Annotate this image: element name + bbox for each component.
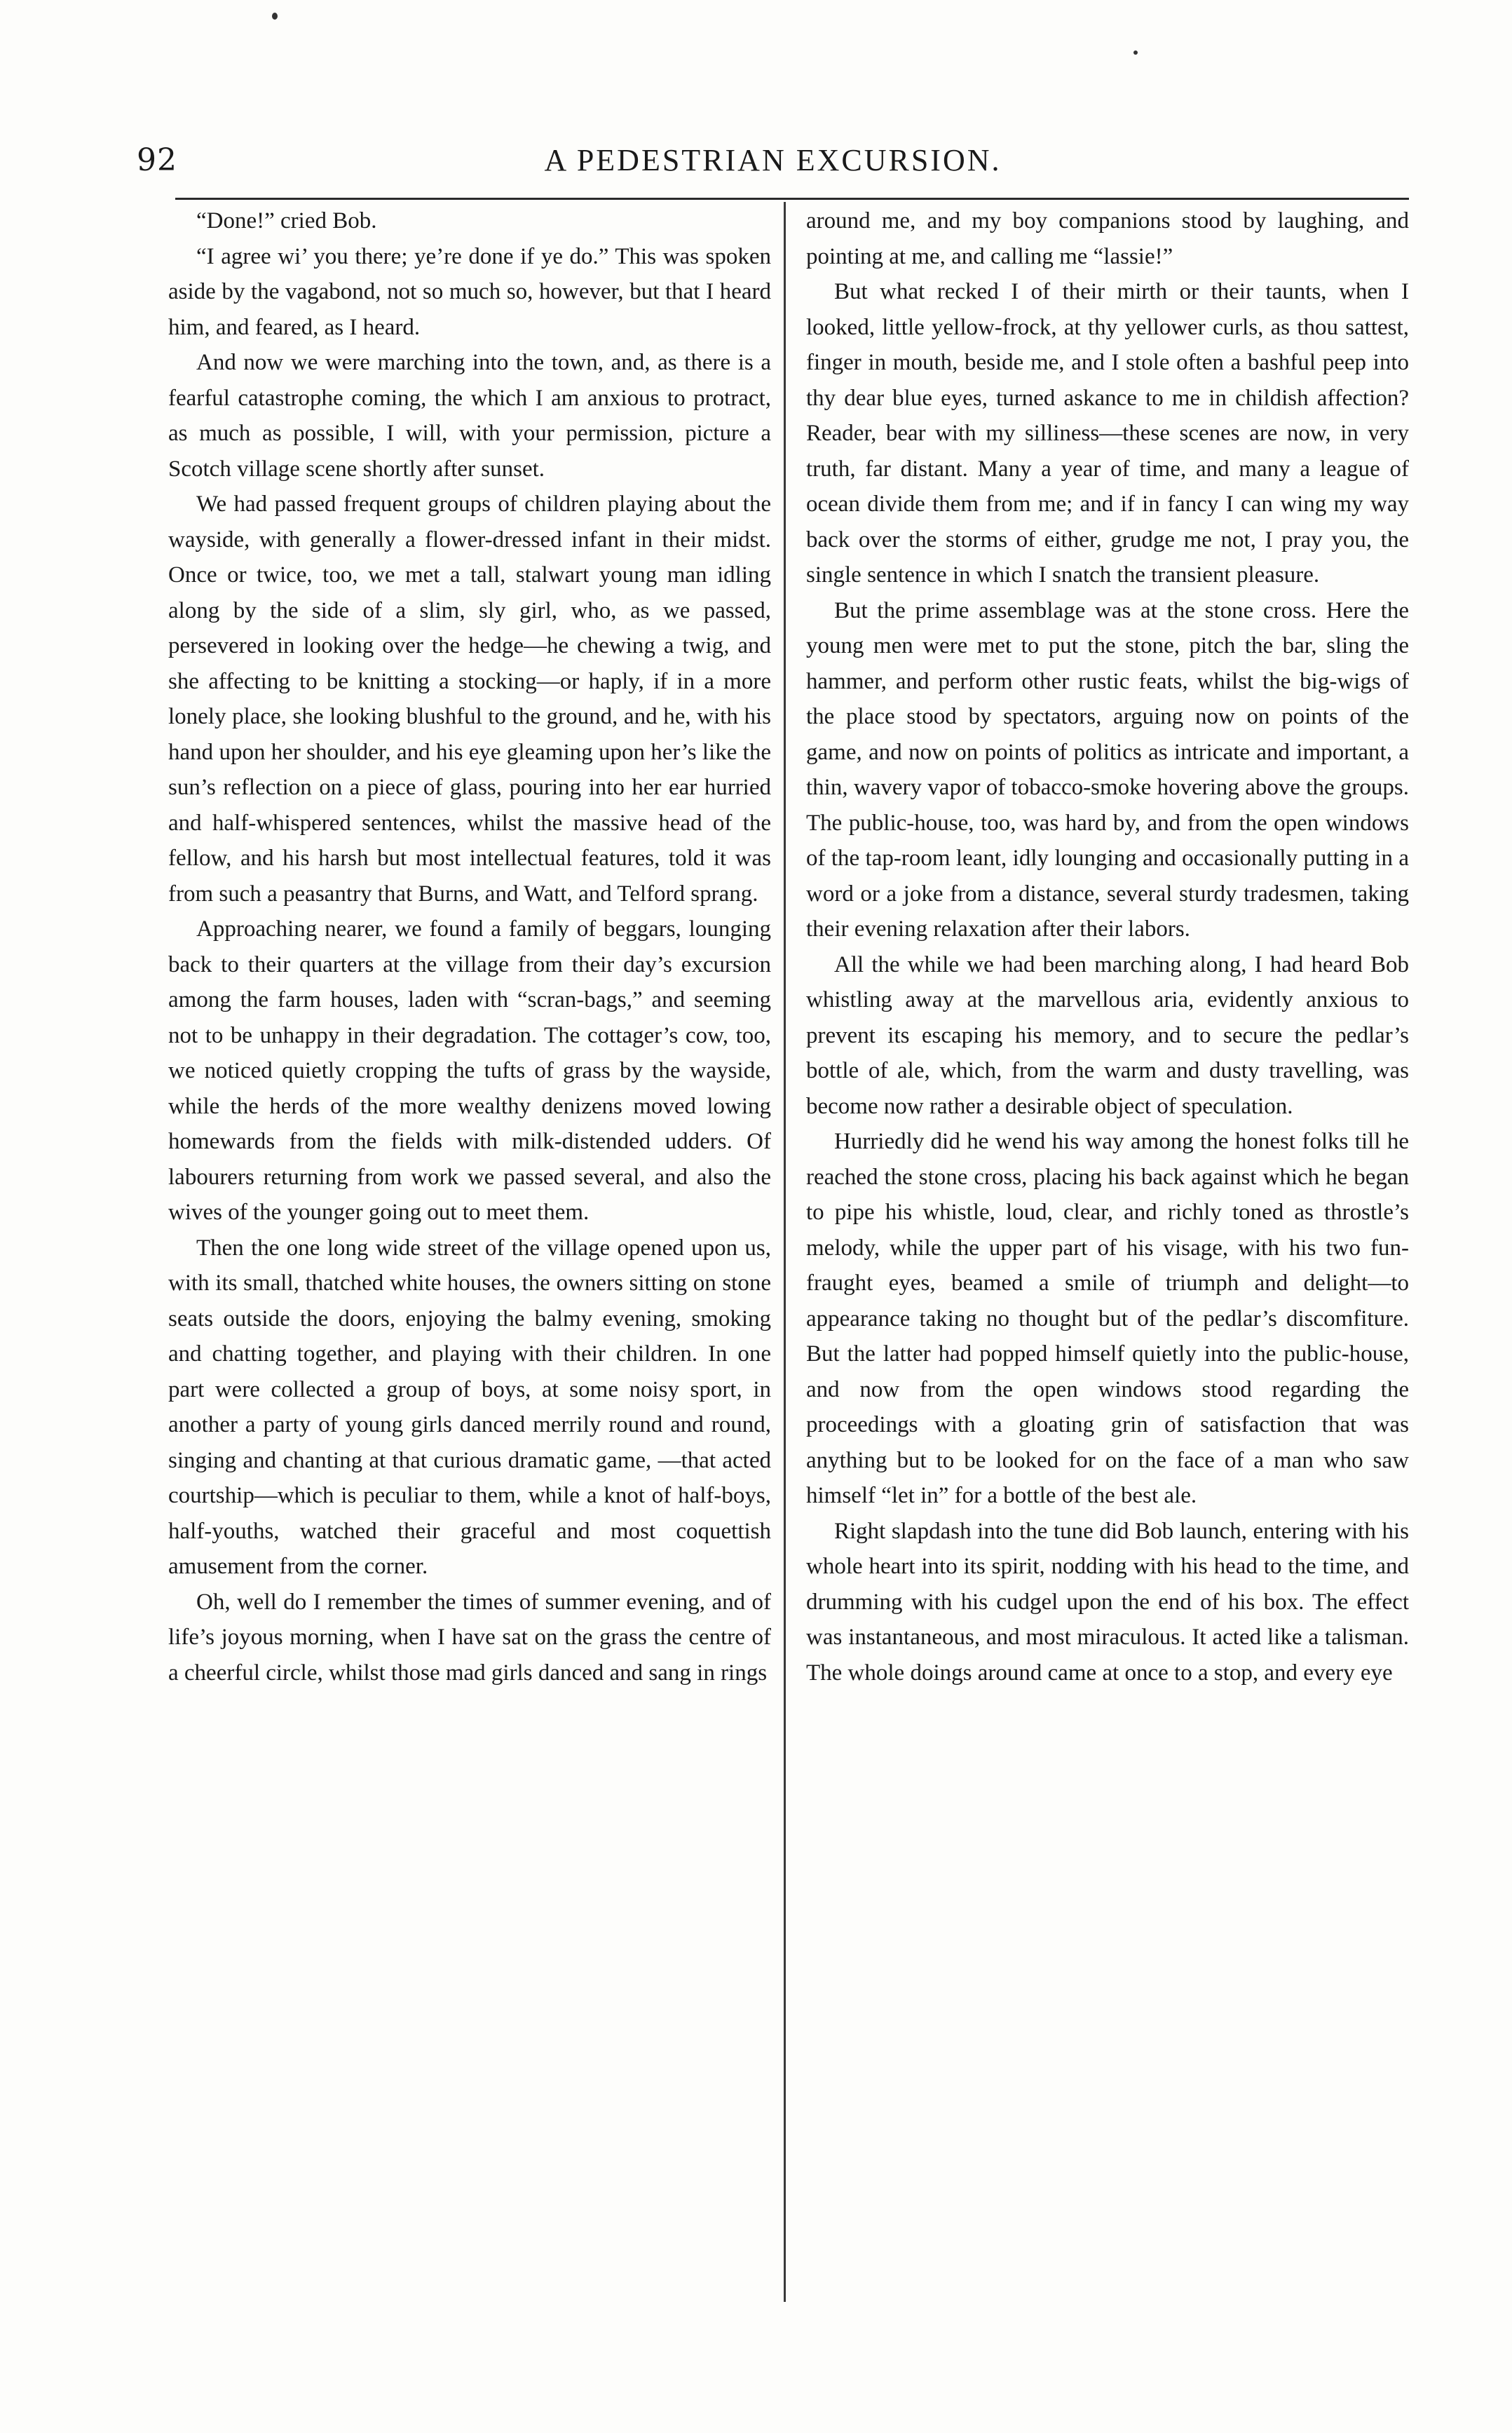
ink-speck [272,13,278,20]
paragraph: But the prime assemblage was at the stone cross. Here the young men were met to put the stone, pitch the bar, sling the hammer, and perform other rustic feats, whilst the big-wigs of the place stood by spectators, arguing now on points of the game, and now on points of politics as intricate and important, a thin, wavery vapor of tobacco-smoke hovering above the groups. The public-house, too, was hard by, and from the open windows of the tap-room leant, idly lounging and occasionally putting in a word or a joke from a distance, several sturdy tradesmen, taking their evening relaxation after their labors. [806,597,1409,942]
paragraph: “Done!” cried Bob. [196,208,377,233]
paragraph: All the while we had been marching along, I had heard Bob whistling away at the marvellous aria, evidently anxious to prevent its escaping his memory, and to secure the pedlar’s bottle of ale, which, from the warm and dusty travelling, was become now rather a desirable object of speculation. [806,951,1409,1119]
paragraph-continued: around me, and my boy companions stood by laughing, and pointing at me, and calling me “lassie!” [806,208,1409,269]
paragraph: But what recked I of their mirth or their taunts, when I looked, little yellow-frock, at thy yellower curls, as thou sattest, finger in mouth, beside me, and I stole often a bashful peep into thy dear blue eyes, turned askance to me in childish affection? Reader, bear with my silliness—these scenes are now, in very truth, far distant. Many a year of time, and many a league of ocean divide them from me; and if in fancy I can wing my way back over the storms of either, grudge me not, I pray you, the single sentence in which I snatch the transient pleasure. [806,279,1409,588]
paragraph: Then the one long wide street of the village opened upon us, with its small, thatched white houses, the owners sitting on stone seats outside the doors, enjoying the balmy evening, smoking and chatting together, and playing with their children. In one part were collected a group of boys, at some noisy sport, in another a party of young girls danced merrily round and round, singing and chanting at that curious dramatic game, —that acted courtship—which is peculiar to them, while a knot of half-boys, half-youths, watched their graceful and most coquettish amusement from the corner. [168,1235,771,1579]
ink-speck [1133,50,1138,55]
header-rule [175,198,1409,200]
left-column [168,203,771,2307]
paragraph: And now we were marching into the town, and, as there is a fearful catastrophe coming, the which I am anxious to protract, as much as possible, I will, with your permission, picture a Scotch village scene shortly after sunset. [168,350,771,482]
right-column [806,203,1409,2307]
paragraph: Approaching nearer, we found a family of beggars, lounging back to their quarters at the village from their day’s excursion among the farm houses, laden with “scran-bags,” and seeming not to be unhappy in their degradation. The cottager’s cow, too, we noticed quietly cropping the tufts of grass by the wayside, while the herds of the more wealthy denizens moved lowing homewards from the fields with milk-distended udders. Of labourers returning from work we passed several, and also the wives of the younger going out to meet them. [168,916,771,1225]
paragraph: We had passed frequent groups of children playing about the wayside, with generally a flower-dressed infant in their midst. Once or twice, too, we met a tall, stalwart young man idling along by the side of a slim, sly girl, who, as we passed, persevered in looking over the hedge—he chewing a twig, and she affecting to be knitting a stocking—or haply, if in a more lonely place, she looking blushful to the ground, and he, with his hand upon her shoulder, and his eye gleaming upon her’s like the sun’s reflection on a piece of glass, pouring into her ear hurried and half-whispered sentences, whilst the massive head of the fellow, and his harsh but most intellectual features, told it was from such a peasantry that Burns, and Watt, and Telford sprang. [168,492,771,907]
paragraph: Right slapdash into the tune did Bob launch, entering with his whole heart into its spirit, nodding with his head to the time, and drumming with his cudgel upon the end of his box. The effect was instantaneous, and most miraculous. It acted like a talisman. The whole doings around came at once to a stop, and every eye [806,1518,1409,1686]
paragraph: “I agree wi’ you there; ye’re done if ye do.” This was spoken aside by the vagabond, not so much so, however, but that I heard him, and feared, as I heard. [168,243,771,340]
paragraph: Hurriedly did he wend his way among the honest folks till he reached the stone cross, placing his back against which he began to pipe his whistle, loud, clear, and richly toned as throstle’s melody, while the upper part of his visage, with his two fun-fraught eyes, beamed a smile of triumph and delight—to appearance taking no thought but of the pedlar’s discomfiture. But the latter had popped himself quietly into the public-house, and now from the open windows stood regarding the proceedings with a gloating grin of satisfaction that was anything but to be looked for on the face of a man who saw himself “let in” for a bottle of the best ale. [806,1129,1409,1508]
running-title: A PEDESTRIAN EXCURSION. [544,143,1002,177]
column-divider [784,202,786,2302]
page-header [137,137,1409,193]
paragraph: Oh, well do I remember the times of summer evening, and of life’s joyous morning, when I have sat on the grass the centre of a cheerful circle, whilst those mad girls danced and sang in rings [168,1589,771,1686]
page-number: 92 [137,142,177,178]
